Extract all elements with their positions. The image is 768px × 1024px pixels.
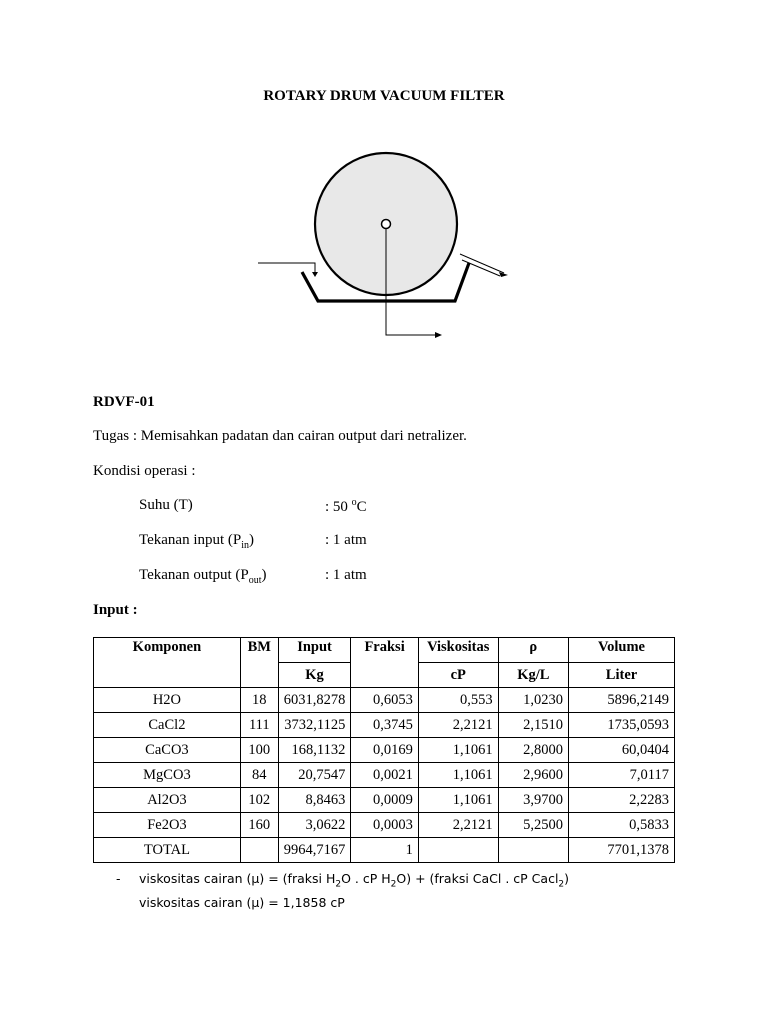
table-header-row [94,638,675,663]
cell-bm: 84 [240,763,278,788]
cell-fraksi: 0,0003 [351,813,418,838]
equipment-code: RDVF-01 [93,394,155,410]
unit-kg: Kg [278,663,351,688]
cell-komponen: Al2O3 [94,788,241,813]
total-volume: 7701,1378 [569,838,675,863]
cell-input: 3,0622 [278,813,351,838]
cell-bm: 18 [240,688,278,713]
cell-volume: 2,2283 [569,788,675,813]
cell-volume: 1735,0593 [569,713,675,738]
cell-input: 3732,1125 [278,713,351,738]
cell-komponen: CaCO3 [94,738,241,763]
cell-fraksi: 0,0021 [351,763,418,788]
cell-bm: 102 [240,788,278,813]
table-row [94,788,675,813]
condition-temperature-label: Suhu (T) [139,497,193,513]
unit-cell-empty [94,663,241,688]
unit-cp: cP [418,663,498,688]
cell-komponen: MgCO3 [94,763,241,788]
table-row [94,763,675,788]
cell-rho: 3,9700 [498,788,568,813]
cell-fraksi: 0,0009 [351,788,418,813]
table-row [94,713,675,738]
cell-rho: 5,2500 [498,813,568,838]
cell-volume: 7,0117 [569,763,675,788]
total-bm [240,838,278,863]
input-label: Input : [93,602,138,618]
cell-input: 168,1132 [278,738,351,763]
col-header-input: Input [278,638,351,663]
cell-rho: 1,0230 [498,688,568,713]
condition-input-pressure-label: Tekanan input $(P_{in})$ [139,532,255,551]
condition-output-pressure-value: : 1 atm [325,567,367,583]
feed-inlet-line [258,263,315,275]
unit-cell-empty [351,663,418,688]
note-viscosity-formula: viskositas cairan (μ) = (fraksi $H_2O$ . cP $H_2O$) + (fraksi CaCl . cP Cacl$_2$) [139,871,570,890]
table-row [94,688,675,713]
cell-viskositas: 1,1061 [418,763,498,788]
drum-axis [382,220,391,229]
unit-liter: Liter [569,663,675,688]
cell-fraksi: 0,6053 [351,688,418,713]
cell-input: 20,7547 [278,763,351,788]
note-viscosity-result: viskositas cairan (μ) = 1,1858 cP [139,895,345,910]
cell-viskositas: 1,1061 [418,788,498,813]
unit-cell-empty [240,663,278,688]
condition-output-pressure-label: Tekanan output $(P_{out})$ [139,567,267,586]
cell-rho: 2,1510 [498,713,568,738]
cell-volume: 0,5833 [569,813,675,838]
cell-komponen: Fe2O3 [94,813,241,838]
table-row [94,738,675,763]
cell-input: 6031,8278 [278,688,351,713]
cell-komponen: H2O [94,688,241,713]
rotary-drum-diagram [250,150,520,350]
cell-rho: 2,8000 [498,738,568,763]
condition-temperature-value: : 50 $^o$C [325,497,367,515]
feed-inlet-arrowhead [312,272,318,277]
total-label: TOTAL [94,838,241,863]
unit-kg-per-l: Kg/L [498,663,568,688]
table-row [94,813,675,838]
col-header-rho: ρ [498,638,568,663]
cell-viskositas: 2,2121 [418,713,498,738]
cell-input: 8,8463 [278,788,351,813]
cell-fraksi: 0,3745 [351,713,418,738]
cell-fraksi: 0,0169 [351,738,418,763]
operating-conditions-label: Kondisi operasi : [93,463,196,479]
col-header-fraksi: Fraksi [351,638,418,663]
input-table [93,637,675,863]
table-unit-row [94,663,675,688]
total-fraksi: 1 [351,838,418,863]
cell-viskositas: 0,553 [418,688,498,713]
cell-bm: 160 [240,813,278,838]
note-bullet: - [116,871,121,886]
cell-viskositas: 1,1061 [418,738,498,763]
col-header-bm: BM [240,638,278,663]
table-total-row [94,838,675,863]
cell-bm: 111 [240,713,278,738]
cell-volume: 60,0404 [569,738,675,763]
total-viskositas [418,838,498,863]
col-header-viskositas: Viskositas [418,638,498,663]
page-title: ROTARY DRUM VACUUM FILTER [263,88,505,104]
task-text: Tugas : Memisahkan padatan dan cairan output dari netralizer. [93,428,467,444]
cell-viskositas: 2,2121 [418,813,498,838]
cell-komponen: CaCl2 [94,713,241,738]
condition-input-pressure-value: : 1 atm [325,532,367,548]
total-input: 9964,7167 [278,838,351,863]
total-rho [498,838,568,863]
cell-bm: 100 [240,738,278,763]
col-header-komponen: Komponen [94,638,241,663]
cell-rho: 2,9600 [498,763,568,788]
filtrate-outlet-arrowhead [435,332,442,338]
col-header-volume: Volume [569,638,675,663]
cell-volume: 5896,2149 [569,688,675,713]
